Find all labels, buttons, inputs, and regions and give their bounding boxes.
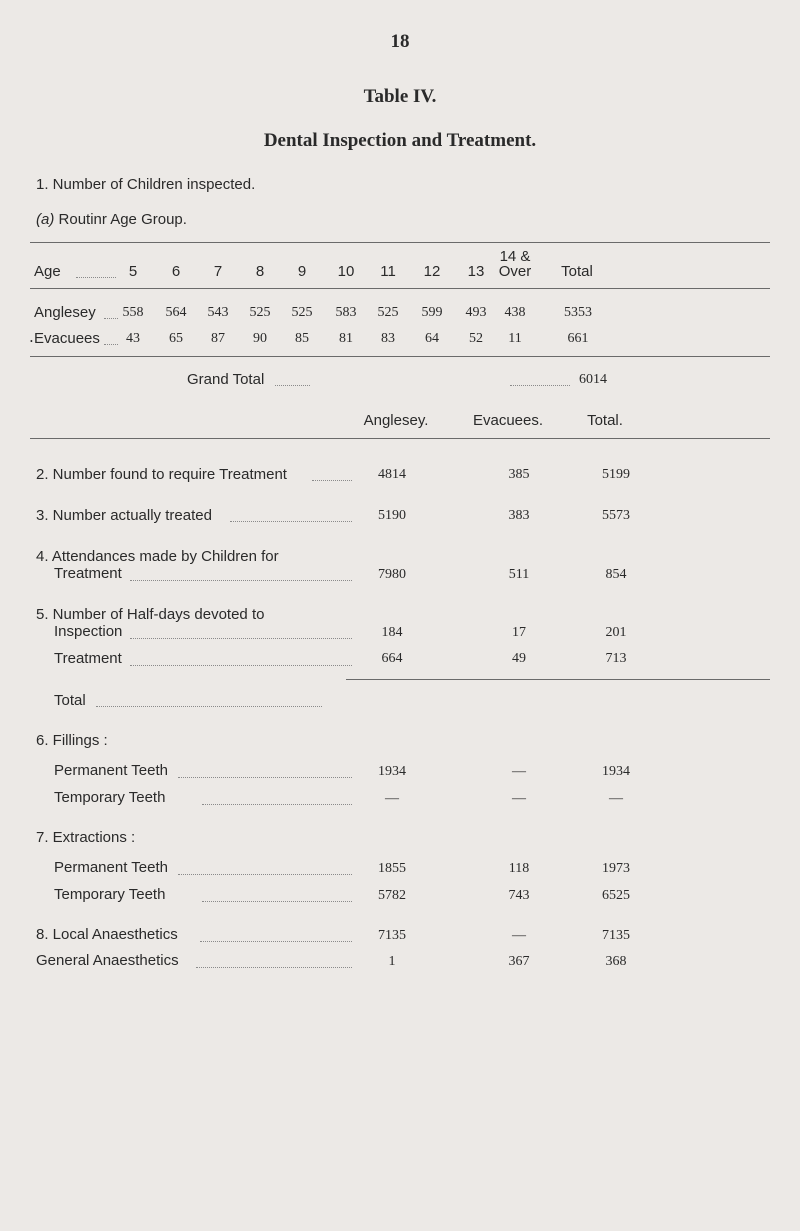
grand-total-label: Grand Total <box>187 371 265 388</box>
age-col: 13 <box>467 263 485 280</box>
age-col: 11 <box>380 263 396 280</box>
cell: 4814 <box>378 467 406 482</box>
cell: 525 <box>249 305 271 320</box>
cell: 17 <box>512 625 526 640</box>
cell: 743 <box>508 888 530 903</box>
item-label: 7. Extractions : <box>36 829 136 846</box>
leader-dots <box>96 706 322 707</box>
cell: — <box>609 791 623 806</box>
cell: 11 <box>508 331 522 346</box>
cell: 599 <box>421 305 443 320</box>
page-number: 18 <box>390 31 410 52</box>
item-label: 2. Number found to require Treatment <box>36 466 287 483</box>
leader-dots <box>130 665 352 666</box>
age-col: 10 <box>337 263 355 280</box>
age-col-label: Age <box>34 263 61 280</box>
bullet-mark: • <box>30 337 33 346</box>
leader-dots <box>202 901 352 902</box>
item-label: Permanent Teeth <box>54 859 168 876</box>
cell: 184 <box>381 625 403 640</box>
total-rule <box>346 679 770 680</box>
cell: 118 <box>508 861 530 876</box>
col-total: Total. <box>587 412 623 429</box>
col-evacuees: Evacuees. <box>472 412 544 429</box>
item-label: Treatment <box>54 650 122 667</box>
age-table-header-rule <box>30 288 770 289</box>
table-subtitle: Dental Inspection and Treatment. <box>263 130 537 151</box>
cell: 713 <box>605 651 627 666</box>
leader-dots <box>510 385 570 386</box>
cell: 543 <box>207 305 229 320</box>
col-anglesey: Anglesey. <box>363 412 429 429</box>
age-col-total: Total <box>561 263 593 280</box>
cell: 49 <box>512 651 526 666</box>
item-label: Total <box>54 692 86 709</box>
cell: 1934 <box>378 764 406 779</box>
cell: 1 <box>388 954 396 969</box>
item-label: 4. Attendances made by Children for <box>36 548 279 565</box>
cell: 583 <box>335 305 357 320</box>
item-label: Temporary Teeth <box>54 886 166 903</box>
summary-header-rule <box>30 438 770 439</box>
cell: 385 <box>508 467 530 482</box>
leader-dots <box>312 480 352 481</box>
leader-dots <box>196 967 352 968</box>
age-col: 7 <box>213 263 223 280</box>
cell: 87 <box>211 331 225 346</box>
cell: 5353 <box>564 305 592 320</box>
item-label: 6. Fillings : <box>36 732 108 749</box>
leader-dots <box>275 385 310 386</box>
cell: — <box>512 764 526 779</box>
cell: 1934 <box>602 764 630 779</box>
cell: 7135 <box>602 928 630 943</box>
leader-dots <box>178 777 352 778</box>
cell: 1855 <box>378 861 406 876</box>
cell: 493 <box>465 305 487 320</box>
cell: 52 <box>469 331 483 346</box>
cell: 511 <box>508 567 530 582</box>
age-col-14-top: 14 & <box>499 248 531 265</box>
item-label: Temporary Teeth <box>54 789 166 806</box>
cell: 525 <box>291 305 313 320</box>
cell: 664 <box>381 651 403 666</box>
cell: 661 <box>567 331 589 346</box>
subheading-text: Routinr Age Group. <box>58 211 187 228</box>
cell: — <box>385 791 399 806</box>
leader-dots <box>76 277 116 278</box>
cell: 383 <box>508 508 530 523</box>
item-label: 5. Number of Half-days devoted to <box>36 606 265 623</box>
cell: 5190 <box>378 508 406 523</box>
cell: 5782 <box>378 888 406 903</box>
item-label: 8. Local Anaesthetics <box>36 926 178 943</box>
cell: — <box>512 791 526 806</box>
age-table-bottom-rule <box>30 356 770 357</box>
cell: 368 <box>605 954 627 969</box>
item-label: General Anaesthetics <box>36 952 179 969</box>
item-label: 3. Number actually treated <box>36 507 212 524</box>
leader-dots <box>202 804 352 805</box>
leader-dots <box>230 521 352 522</box>
cell: 564 <box>165 305 187 320</box>
table-title: Table IV. <box>363 86 437 107</box>
age-col: 8 <box>255 263 265 280</box>
cell: 7135 <box>378 928 406 943</box>
row-label: Evacuees <box>34 330 100 347</box>
item-label: Treatment <box>54 565 122 582</box>
cell: 558 <box>122 305 144 320</box>
cell: 65 <box>169 331 183 346</box>
cell: 438 <box>504 305 526 320</box>
item-label: Inspection <box>54 623 123 640</box>
cell: 7980 <box>378 567 406 582</box>
cell: — <box>512 928 526 943</box>
leader-dots <box>104 318 118 319</box>
cell: 6525 <box>602 888 630 903</box>
leader-dots <box>130 638 352 639</box>
age-table-top-rule <box>30 242 770 243</box>
cell: 90 <box>253 331 267 346</box>
age-col-14-bottom: Over <box>498 263 532 280</box>
age-col: 6 <box>171 263 181 280</box>
cell: 1973 <box>602 861 630 876</box>
leader-dots <box>178 874 352 875</box>
leader-dots <box>104 344 118 345</box>
subheading-marker: (a) <box>36 211 55 228</box>
item-label: Permanent Teeth <box>54 762 168 779</box>
cell: 854 <box>605 567 627 582</box>
age-col: 9 <box>297 263 307 280</box>
cell: 85 <box>295 331 309 346</box>
cell: 5573 <box>602 508 630 523</box>
leader-dots <box>130 580 352 581</box>
cell: 64 <box>425 331 439 346</box>
section-1-subheading <box>36 211 187 228</box>
cell: 83 <box>381 331 395 346</box>
row-label: Anglesey <box>34 304 96 321</box>
cell: 201 <box>605 625 627 640</box>
section-1-heading: 1. Number of Children inspected. <box>36 176 256 193</box>
cell: 525 <box>377 305 399 320</box>
age-col: 5 <box>128 263 138 280</box>
cell: 5199 <box>602 467 630 482</box>
cell: 367 <box>508 954 530 969</box>
cell: 43 <box>126 331 140 346</box>
grand-total-value: 6014 <box>579 372 607 387</box>
cell: 81 <box>339 331 353 346</box>
age-col: 12 <box>423 263 441 280</box>
leader-dots <box>200 941 352 942</box>
